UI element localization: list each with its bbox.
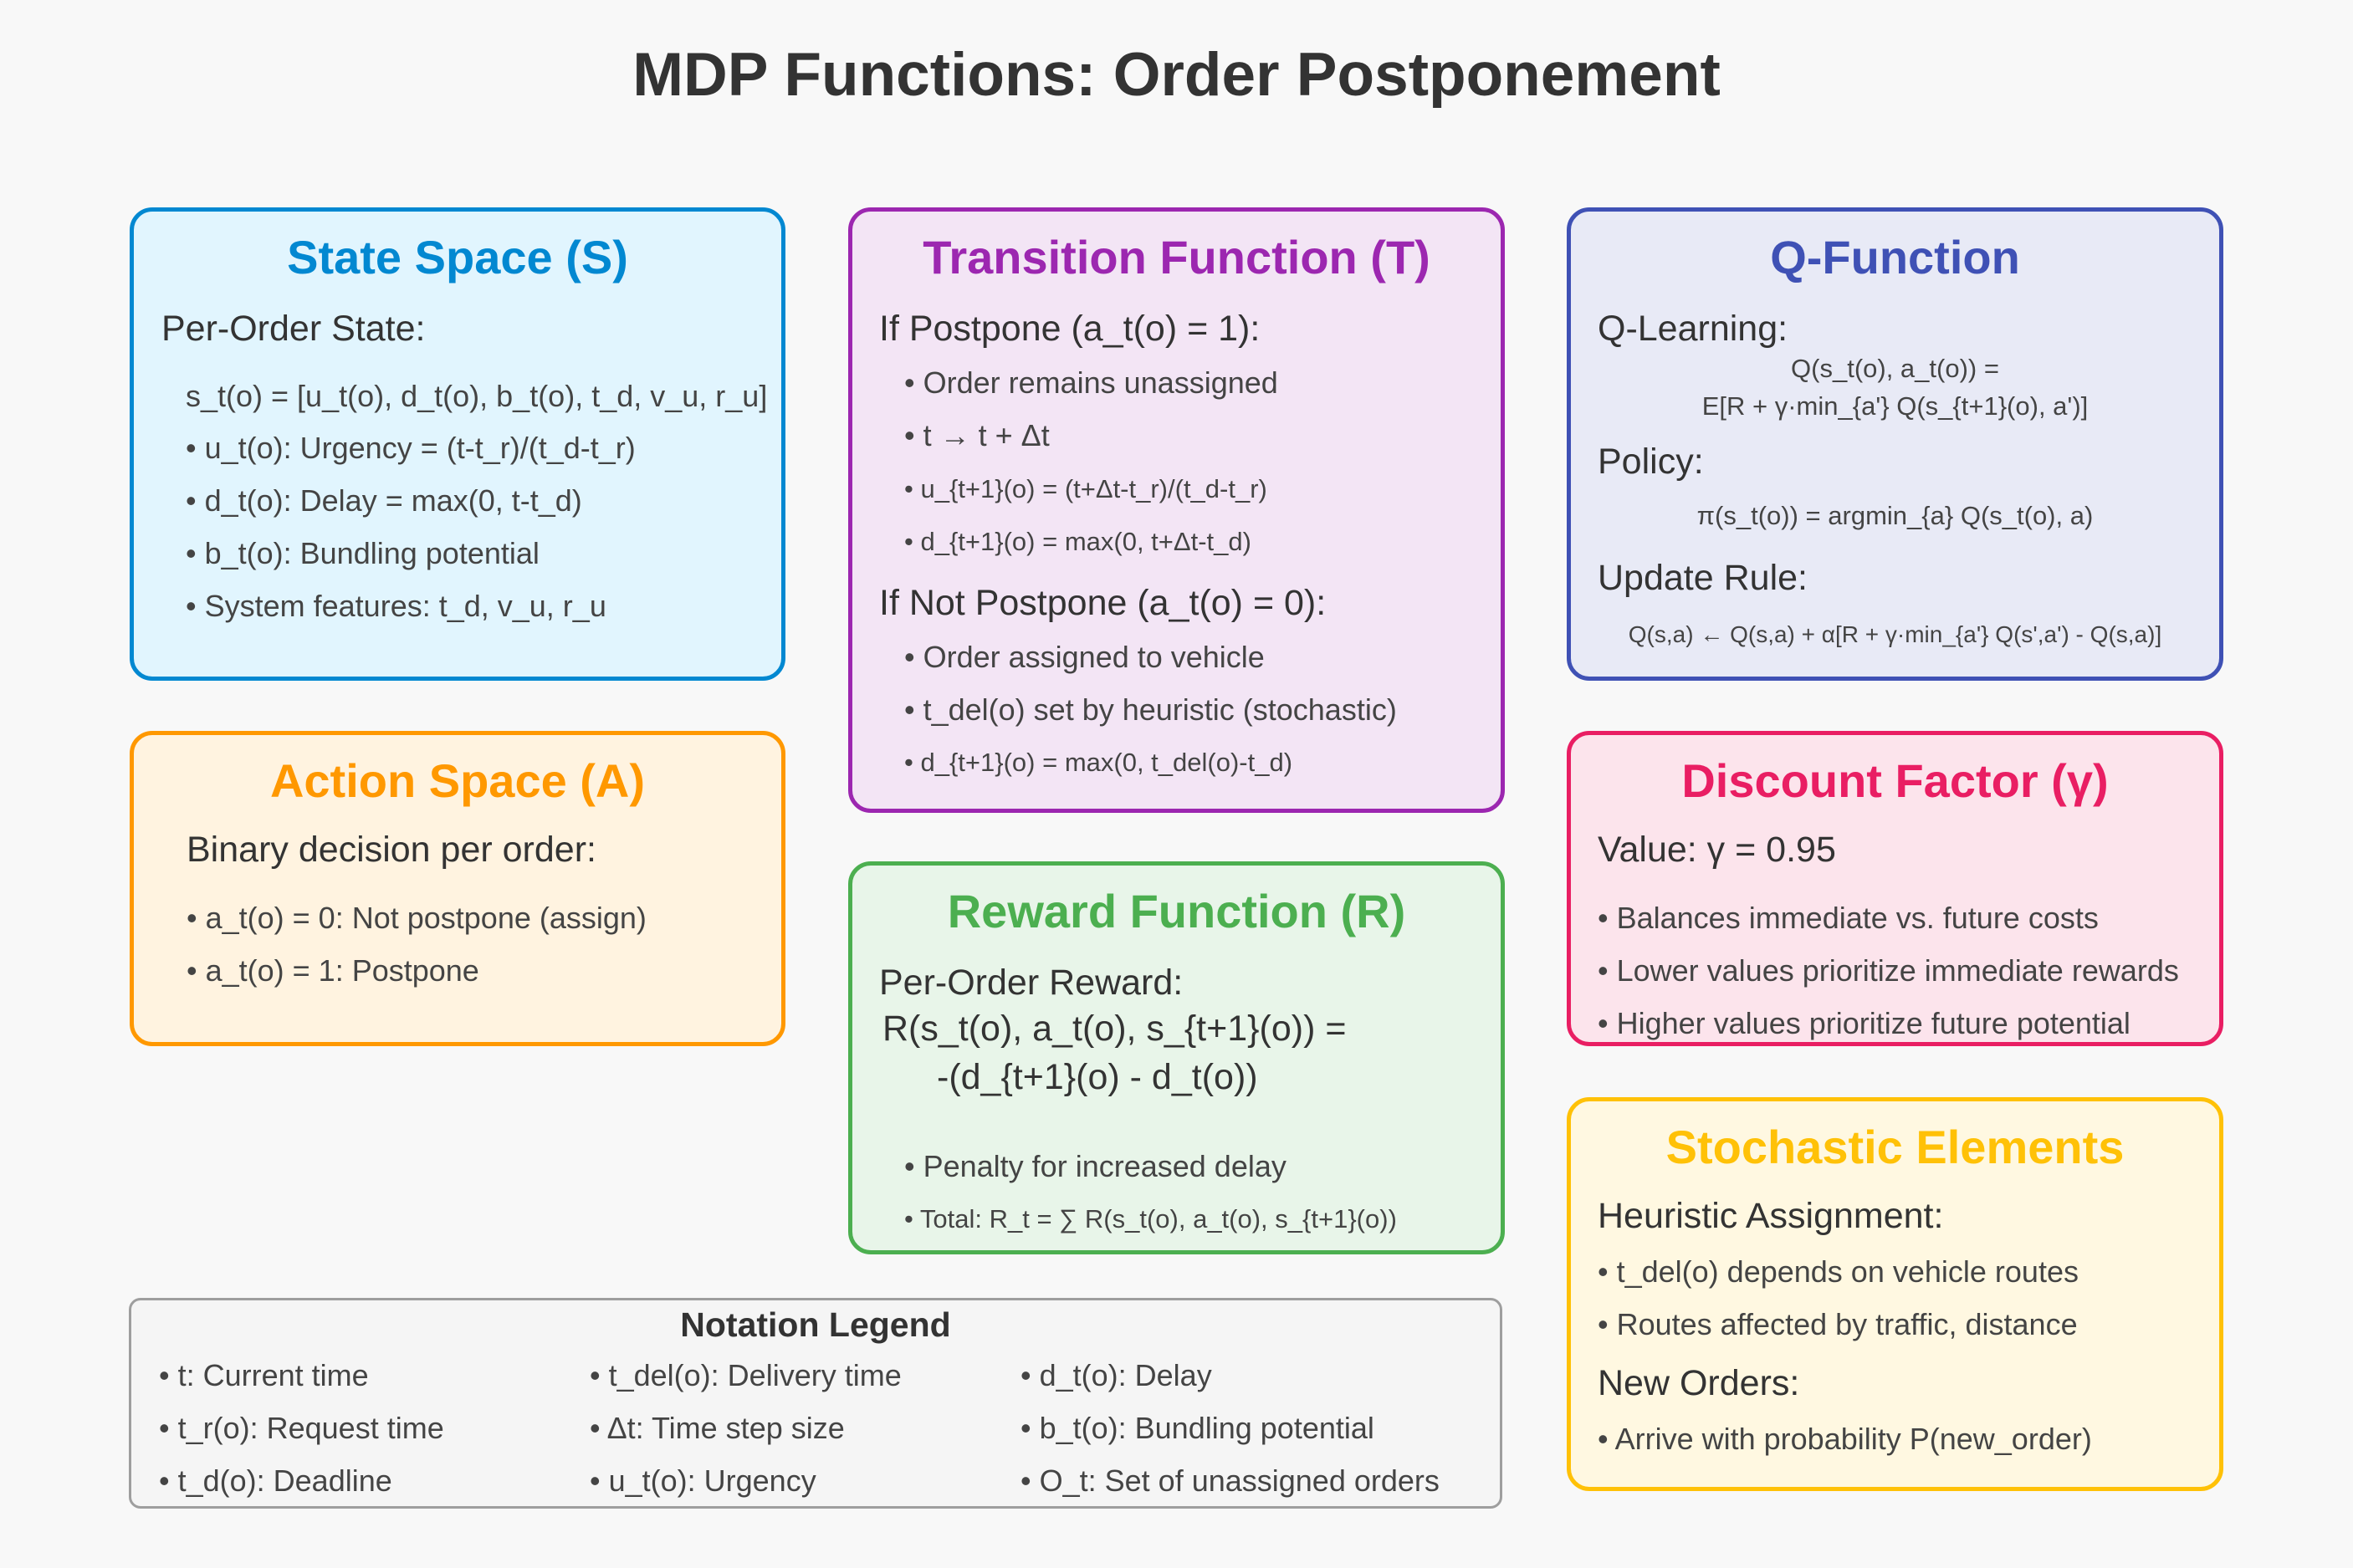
discount-item: • Balances immediate vs. future costs [1598, 901, 2099, 935]
postpone-heading: If Postpone (a_t(o) = 1): [879, 309, 1261, 349]
action-item: • a_t(o) = 1: Postpone [187, 953, 479, 988]
legend-item: • t_r(o): Request time [159, 1411, 444, 1445]
legend-item: • b_t(o): Bundling potential [1020, 1411, 1374, 1445]
legend-item: • u_t(o): Urgency [590, 1463, 816, 1498]
state-heading: Per-Order State: [161, 309, 426, 349]
page-title: MDP Functions: Order Postponement [632, 41, 1721, 109]
policy-heading: Policy: [1598, 442, 1704, 482]
q-learning-line2: E[R + γ·min_{a'} Q(s_{t+1}(o), a')] [1701, 391, 2089, 421]
postpone-item: • t → t + Δt [904, 418, 1050, 452]
not-postpone-item: • t_del(o) set by heuristic (stochastic) [904, 692, 1397, 727]
transition-function-box [848, 207, 1505, 813]
update-heading: Update Rule: [1598, 558, 1808, 598]
reward-item: • Penalty for increased delay [904, 1149, 1286, 1183]
not-postpone-item: • d_{t+1}(o) = max(0, t_del(o)-t_d) [904, 748, 1293, 777]
not-postpone-heading: If Not Postpone (a_t(o) = 0): [879, 583, 1327, 623]
state-item: • System features: t_d, v_u, r_u [186, 589, 606, 623]
legend-item: • O_t: Set of unassigned orders [1020, 1463, 1440, 1498]
reward-formula-line2: -(d_{t+1}(o) - d_t(o)) [937, 1057, 1258, 1097]
new-orders-heading: New Orders: [1598, 1363, 1800, 1403]
state-item: • d_t(o): Delay = max(0, t-t_d) [186, 483, 582, 518]
legend-item: • Δt: Time step size [590, 1411, 845, 1445]
reward-item: • Total: R_t = ∑ R(s_t(o), a_t(o), s_{t+1}(o)) [904, 1204, 1397, 1233]
legend-item: • t: Current time [159, 1358, 369, 1392]
discount-factor-title: Discount Factor (γ) [1681, 754, 2109, 807]
action-item: • a_t(o) = 0: Not postpone (assign) [187, 901, 647, 935]
legend-title: Notation Legend [680, 1305, 951, 1344]
postpone-item: • d_{t+1}(o) = max(0, t+Δt-t_d) [904, 527, 1251, 556]
discount-item: • Higher values prioritize future potential [1598, 1006, 2130, 1040]
legend-item: • d_t(o): Delay [1020, 1358, 1212, 1392]
discount-value: Value: γ = 0.95 [1598, 830, 1836, 870]
state-space-title: State Space (S) [287, 231, 628, 283]
legend-item: • t_del(o): Delivery time [590, 1358, 902, 1392]
postpone-item: • u_{t+1}(o) = (t+Δt-t_r)/(t_d-t_r) [904, 474, 1267, 503]
not-postpone-item: • Order assigned to vehicle [904, 640, 1265, 674]
reward-heading: Per-Order Reward: [879, 963, 1184, 1003]
state-item: • u_t(o): Urgency = (t-t_r)/(t_d-t_r) [186, 431, 636, 465]
state-formula: s_t(o) = [u_t(o), d_t(o), b_t(o), t_d, v_u, r_u] [186, 379, 768, 413]
q-function-box [1567, 207, 2223, 681]
q-learning-heading: Q-Learning: [1598, 309, 1788, 349]
heuristic-item: • Routes affected by traffic, distance [1598, 1307, 2078, 1341]
stochastic-elements-box [1567, 1097, 2223, 1491]
discount-item: • Lower values prioritize immediate rewards [1598, 953, 2179, 988]
new-orders-item: • Arrive with probability P(new_order) [1598, 1422, 2092, 1456]
action-space-box [130, 731, 785, 1046]
policy-formula: π(s_t(o)) = argmin_{a} Q(s_t(o), a) [1696, 501, 2094, 530]
postpone-item: • Order remains unassigned [904, 365, 1278, 400]
q-function-title: Q-Function [1770, 231, 2020, 283]
legend-item: • t_d(o): Deadline [159, 1463, 392, 1498]
state-space-box [130, 207, 785, 681]
stochastic-elements-title: Stochastic Elements [1665, 1121, 2125, 1173]
action-space-title: Action Space (A) [269, 754, 646, 807]
reward-function-box [848, 861, 1505, 1254]
reward-formula-line1: R(s_t(o), a_t(o), s_{t+1}(o)) = [882, 1009, 1347, 1049]
transition-function-title: Transition Function (T) [923, 231, 1430, 283]
notation-legend-box [129, 1298, 1502, 1509]
heuristic-item: • t_del(o) depends on vehicle routes [1598, 1254, 2079, 1289]
heuristic-heading: Heuristic Assignment: [1598, 1196, 1944, 1236]
update-formula: Q(s,a) ← Q(s,a) + α[R + γ·min_{a'} Q(s',a') - Q(s,a)] [1628, 621, 2162, 647]
action-heading: Binary decision per order: [187, 830, 596, 870]
state-item: • b_t(o): Bundling potential [186, 536, 540, 570]
q-learning-line1: Q(s_t(o), a_t(o)) = [1791, 354, 1999, 383]
discount-factor-box [1567, 731, 2223, 1046]
reward-function-title: Reward Function (R) [947, 885, 1406, 937]
